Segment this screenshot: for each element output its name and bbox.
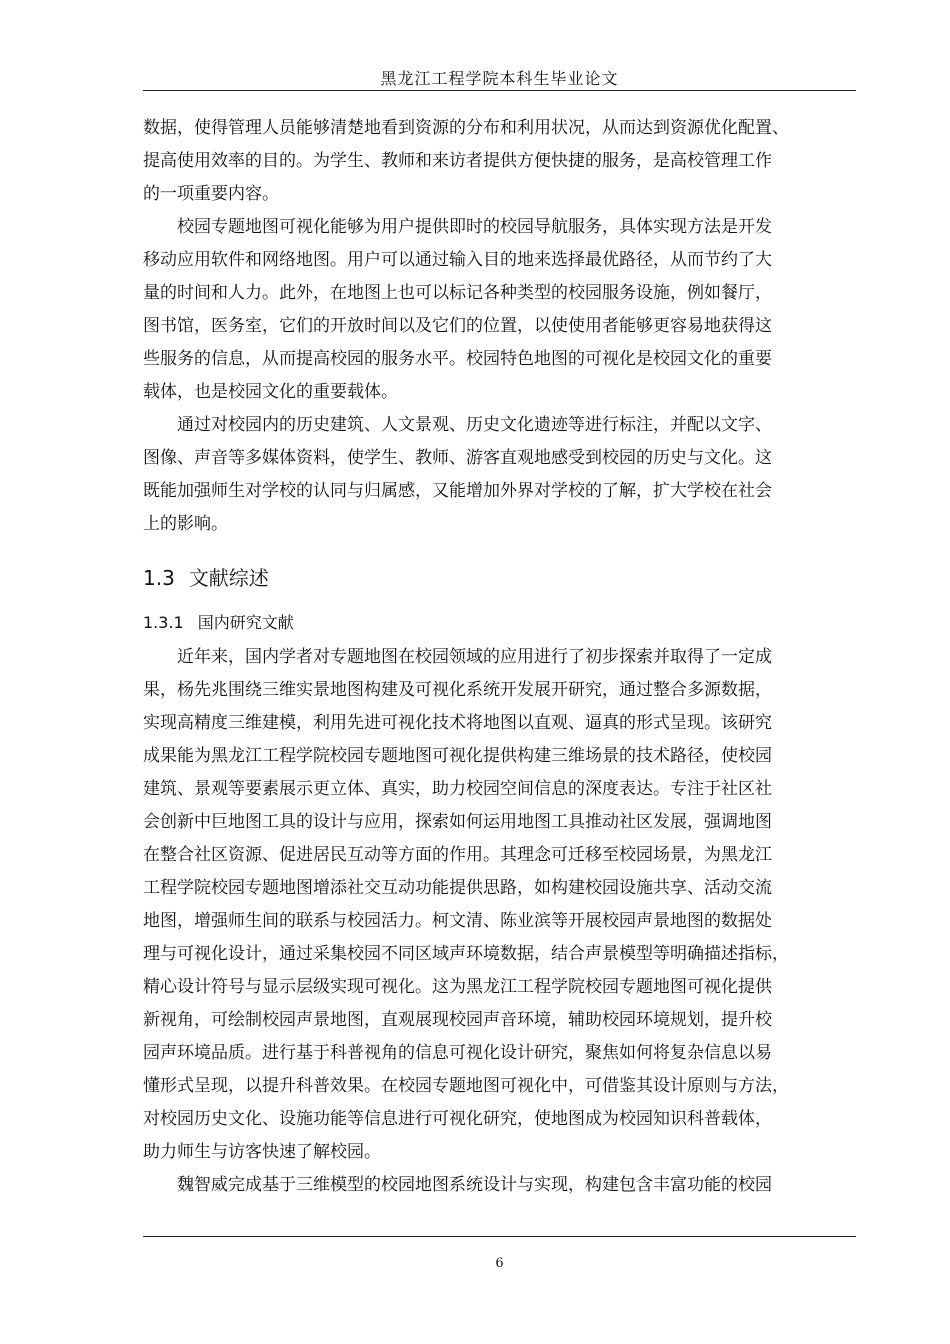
section-title: 文献综述: [188, 566, 269, 590]
text-line: 新视角，可绘制校园声景地图，直观展现校园声音环境，辅助校园环境规划，提升校: [143, 1010, 772, 1030]
text-line: 实现高精度三维建模，利用先进可视化技术将地图以直观、逼真的形式呈现。该研究: [143, 713, 772, 733]
footer-divider: [143, 1236, 856, 1237]
text-line: 果，杨先兆围绕三维实景地图构建及可视化系统开发展开研究，通过整合多源数据，: [143, 680, 772, 700]
page-number: 6: [495, 1256, 504, 1271]
subsection-title: 国内研究文献: [197, 613, 294, 632]
text-line: 精心设计符号与显示层级实现可视化。这为黑龙江工程学院校园专题地图可视化提供: [143, 977, 772, 997]
text-line: 建筑、景观等要素展示更立体、真实，助力校园空间信息的深度表达。专注于社区社: [143, 779, 772, 799]
text-line: 数据，使得管理人员能够清楚地看到资源的分布和利用状况，从而达到资源优化配置、: [143, 118, 789, 138]
paragraph: [143, 112, 863, 211]
text-line: 理与可视化设计，通过采集校园不同区域声环境数据，结合声景模型等明确描述指标，: [143, 944, 789, 964]
paragraph: [143, 1169, 863, 1202]
paragraph: [143, 641, 863, 1169]
subsection-heading: [143, 605, 863, 641]
text-line: 魏智威完成基于三维模型的校园地图系统设计与实现，构建包含丰富功能的校园: [143, 1175, 772, 1195]
text-line: 成果能为黑龙江工程学院校园专题地图可视化提供构建三维场景的技术路径，使校园: [143, 746, 772, 766]
text-line: 移动应用软件和网络地图。用户可以通过输入目的地来选择最优路径，从而节约了大: [143, 250, 772, 270]
paragraph: [143, 409, 863, 541]
text-line: 工程学院校园专题地图增添社交互动功能提供思路，如构建校园设施共享、活动交流: [143, 878, 772, 898]
text-line: 园声环境品质。进行基于科普视角的信息可视化设计研究，聚焦如何将复杂信息以易: [143, 1043, 772, 1063]
text-line: 的一项重要内容。: [143, 184, 279, 204]
text-line: 地图，增强师生间的联系与校园活力。柯文清、陈业滨等开展校园声景地图的数据处: [143, 911, 772, 931]
section-heading: [143, 563, 863, 593]
text-line: 对校园历史文化、设施功能等信息进行可视化研究，使地图成为校园知识科普载体，: [143, 1109, 772, 1129]
running-header: 黑龙江工程学院本科生毕业论文: [380, 69, 619, 88]
text-line: 图像、声音等多媒体资料，使学生、教师、游客直观地感受到校园的历史与文化。这: [143, 448, 772, 468]
text-line: 近年来，国内学者对专题地图在校园领域的应用进行了初步探索并取得了一定成: [143, 647, 772, 667]
page-body: [143, 112, 863, 1202]
text-line: 校园专题地图可视化能够为用户提供即时的校园导航服务，具体实现方法是开发: [143, 217, 772, 237]
text-line: 图书馆，医务室，它们的开放时间以及它们的位置，以使使用者能够更容易地获得这: [143, 316, 772, 336]
paragraphs-top: [143, 112, 863, 541]
subsection-number: 1.3.1: [143, 613, 184, 632]
paragraph: [143, 211, 863, 409]
text-line: 在整合社区资源、促进居民互动等方面的作用。其理念可迁移至校园场景，为黑龙江: [143, 845, 772, 865]
section-number: 1.3: [143, 566, 175, 590]
text-line: 量的时间和人力。此外，在地图上也可以标记各种类型的校园服务设施，例如餐厅，: [143, 283, 772, 303]
text-line: 会创新中巨地图工具的设计与应用，探索如何运用地图工具推动社区发展，强调地图: [143, 812, 772, 832]
text-line: 懂形式呈现，以提升科普效果。在校园专题地图可视化中，可借鉴其设计原则与方法，: [143, 1076, 789, 1096]
text-line: 通过对校园内的历史建筑、人文景观、历史文化遗迹等进行标注，并配以文字、: [143, 415, 772, 435]
text-line: 既能加强师生对学校的认同与归属感，又能增加外界对学校的了解，扩大学校在社会: [143, 481, 772, 501]
text-line: 载体，也是校园文化的重要载体。: [143, 382, 398, 402]
paragraphs-bottom: [143, 641, 863, 1202]
text-line: 提高使用效率的目的。为学生、教师和来访者提供方便快捷的服务，是高校管理工作: [143, 151, 772, 171]
text-line: 上的影响。: [143, 514, 228, 534]
header-divider: [143, 90, 856, 91]
text-line: 助力师生与访客快速了解校园。: [143, 1142, 381, 1162]
text-line: 些服务的信息，从而提高校园的服务水平。校园特色地图的可视化是校园文化的重要: [143, 349, 772, 369]
